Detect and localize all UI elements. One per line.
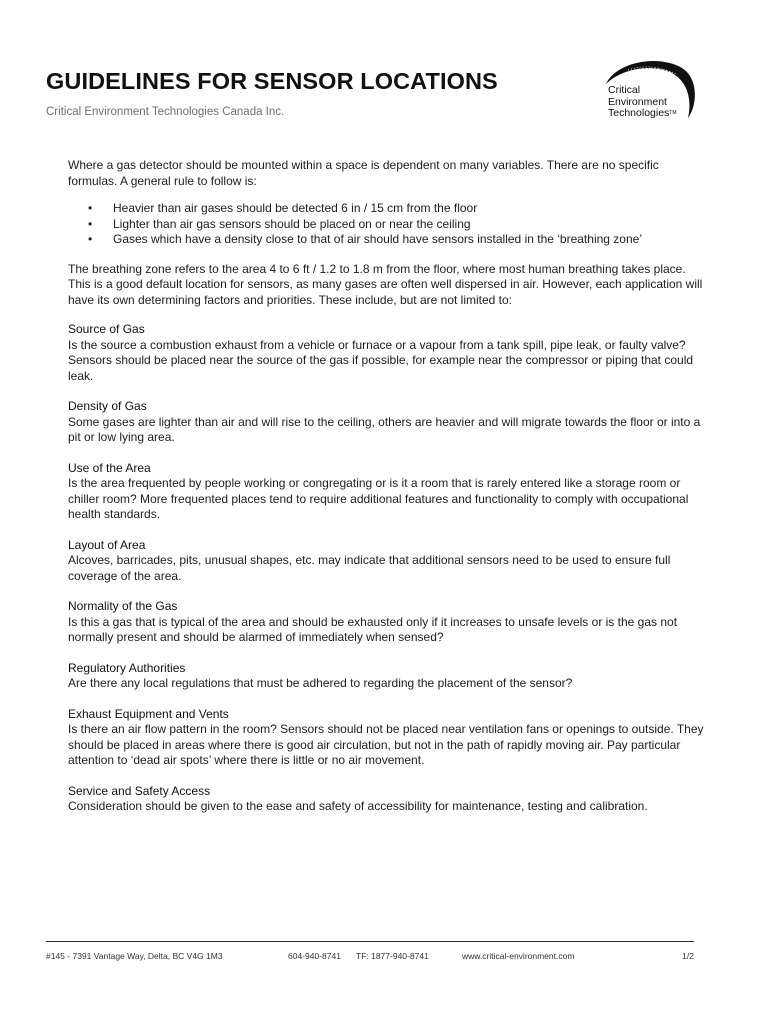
section-service-safety-access — [68, 784, 708, 815]
footer-divider — [46, 941, 694, 942]
company-name: Critical Environment Technologies Canada Inc. — [46, 106, 285, 118]
footer-tollfree: TF: 1877-940-8741 — [356, 951, 429, 961]
logo-wordmark — [608, 85, 677, 120]
section-normality-of-gas — [68, 599, 708, 646]
company-logo — [598, 56, 702, 124]
footer-website-link[interactable]: www.critical-environment.com — [462, 951, 575, 961]
section-heading: Layout of Area — [68, 537, 146, 552]
footer-phone: 604-940-8741 — [288, 951, 341, 961]
rules-list — [68, 201, 708, 248]
section-source-of-gas — [68, 322, 708, 384]
section-heading: Density of Gas — [68, 399, 147, 413]
section-exhaust-equipment — [68, 707, 708, 769]
section-heading: Normality of the Gas — [68, 599, 178, 613]
section-density-of-gas — [68, 399, 708, 446]
section-layout-of-area — [68, 538, 708, 585]
logo-line-1: Critical — [608, 84, 641, 96]
section-heading: Use of the Area — [68, 460, 151, 475]
list-item: • Heavier than air gases should be detected 6 in / 15 cm from the floor — [68, 201, 708, 217]
logo-line-2: Environment — [608, 95, 667, 108]
page-number: 1/2 — [682, 951, 694, 961]
document-body — [68, 158, 708, 830]
section-body: Is this a gas that is typical of the area and should be exhausted only if it increases to unsafe levels or is the gas not normally present and should be alarmed of immediately when sensed? — [68, 614, 678, 644]
footer-address: #145 - 7391 Vantage Way, Delta, BC V4G 1M3 — [46, 951, 223, 961]
section-heading: Exhaust Equipment and Vents — [68, 706, 229, 721]
section-body: Alcoves, barricades, pits, unusual shapes, etc. may indicate that additional sensors need to be used to ensure full coverage of the area. — [68, 553, 671, 583]
section-heading: Regulatory Authorities — [68, 660, 186, 675]
breathing-zone-paragraph: The breathing zone refers to the area 4 to 6 ft / 1.2 to 1.8 m from the floor, where most human breathing takes place. This is a good default location for sensors, as many gases are often well dispersed in air. However, each application will have its own determining factors and priorities. These include, but are not limited to: — [68, 261, 703, 307]
section-body: Is the source a combustion exhaust from a vehicle or furnace or a vapour from a tank spill, pipe leak, or faulty valve? Sensors should be placed near the source of the gas if possible, for example near the compressor or piping that could leak. — [68, 337, 694, 383]
section-use-of-area — [68, 461, 708, 523]
section-body: Are there any local regulations that must be adhered to regarding the placement of the sensor? — [68, 676, 573, 690]
list-item: • Lighter than air gas sensors should be placed on or near the ceiling — [68, 217, 708, 233]
section-body: Consideration should be given to the ease and safety of accessibility for maintenance, testing and calibration. — [68, 799, 648, 813]
section-heading: Service and Safety Access — [68, 783, 211, 798]
section-body: Some gases are lighter than air and will rise to the ceiling, others are heavier and will migrate towards the floor or into a pit or low lying area. — [68, 414, 701, 444]
intro-paragraph: Where a gas detector should be mounted within a space is dependent on many variables. There are no specific formulas. A general rule to follow is: — [68, 158, 659, 188]
trademark: TM — [669, 110, 677, 116]
section-body: Is the area frequented by people working or congregating or is it a room that is rarely entered like a storage room or chiller room? More frequented places tend to require additional features and functionality to comply with occupational health standards. — [68, 476, 689, 521]
page-title: GUIDELINES FOR SENSOR LOCATIONS — [46, 68, 498, 94]
section-regulatory-authorities — [68, 661, 708, 692]
list-item: • Gases which have a density close to that of air should have sensors installed in the ‘breathing zone’ — [68, 232, 708, 248]
logo-line-3: Technologies — [608, 107, 670, 119]
section-body: Is there an air flow pattern in the room? Sensors should not be placed near ventilation fans or openings to outside. They should be placed in areas where there is good air circulation, but not in the path of rapidly moving air. Pay particular attention to ‘dead air spots’ where there is little or no air movement. — [68, 722, 704, 767]
section-heading: Source of Gas — [68, 322, 145, 336]
page-footer — [46, 951, 694, 965]
